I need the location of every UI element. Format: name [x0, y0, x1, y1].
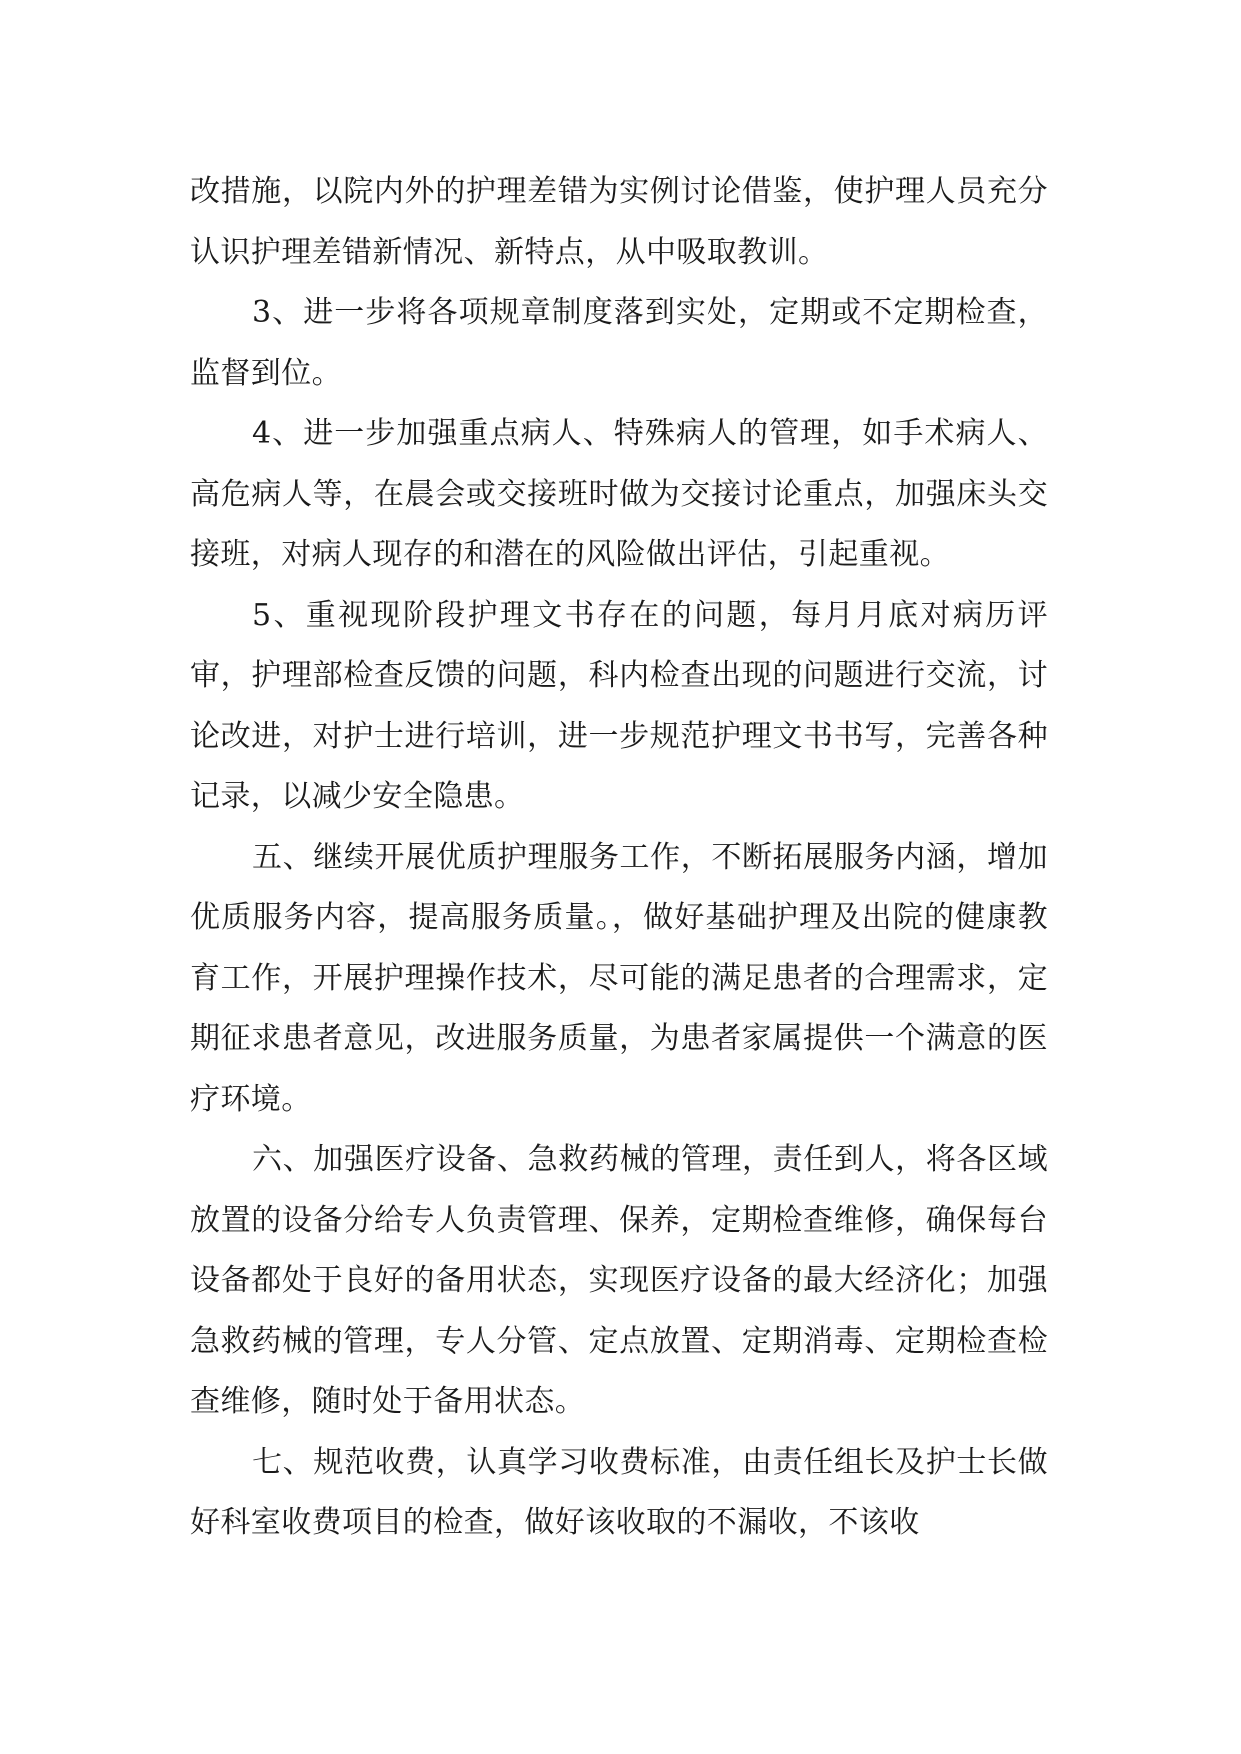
paragraph-item-4: 4、进一步加强重点病人、特殊病人的管理，如手术病人、高危病人等，在晨会或交接班时做为交接讨论重点，加强床头交接班，对病人现存的和潜在的风险做出评估，引起重视。 — [190, 416, 1048, 572]
paragraph-continuation: 改措施，以院内外的护理差错为实例讨论借鉴，使护理人员充分认识护理差错新情况、新特点，从中吸取教训。 — [190, 174, 1048, 270]
paragraph-item-5: 5、重视现阶段护理文书存在的问题，每月月底对病历评审，护理部检查反馈的问题，科内检查出现的问题进行交流，讨论改进，对护士进行培训，进一步规范护理文书书写，完善各种记录，以减少安全隐患。 — [190, 597, 1048, 814]
paragraph-section-5: 五、继续开展优质护理服务工作，不断拓展服务内涵，增加优质服务内容，提高服务质量。，做好基础护理及出院的健康教育工作，开展护理操作技术，尽可能的满足患者的合理需求，定期征求患者意见，改进服务质量，为患者家属提供一个满意的医疗环境。 — [190, 839, 1048, 1117]
paragraph-item-3: 3、进一步将各项规章制度落到实处，定期或不定期检查，监督到位。 — [190, 295, 1048, 391]
paragraph-section-6: 六、加强医疗设备、急救药械的管理，责任到人，将各区域放置的设备分给专人负责管理、保养，定期检查维修，确保每台设备都处于良好的备用状态，实现医疗设备的最大经济化；加强急救药械的管理，专人分管、定点放置、定期消毒、定期检查检查维修，随时处于备用状态。 — [190, 1142, 1048, 1419]
document-body — [190, 162, 1048, 1554]
paragraph-section-7: 七、规范收费，认真学习收费标准，由责任组长及护士长做好科室收费项目的检查，做好该收取的不漏收，不该收 — [190, 1444, 1048, 1540]
